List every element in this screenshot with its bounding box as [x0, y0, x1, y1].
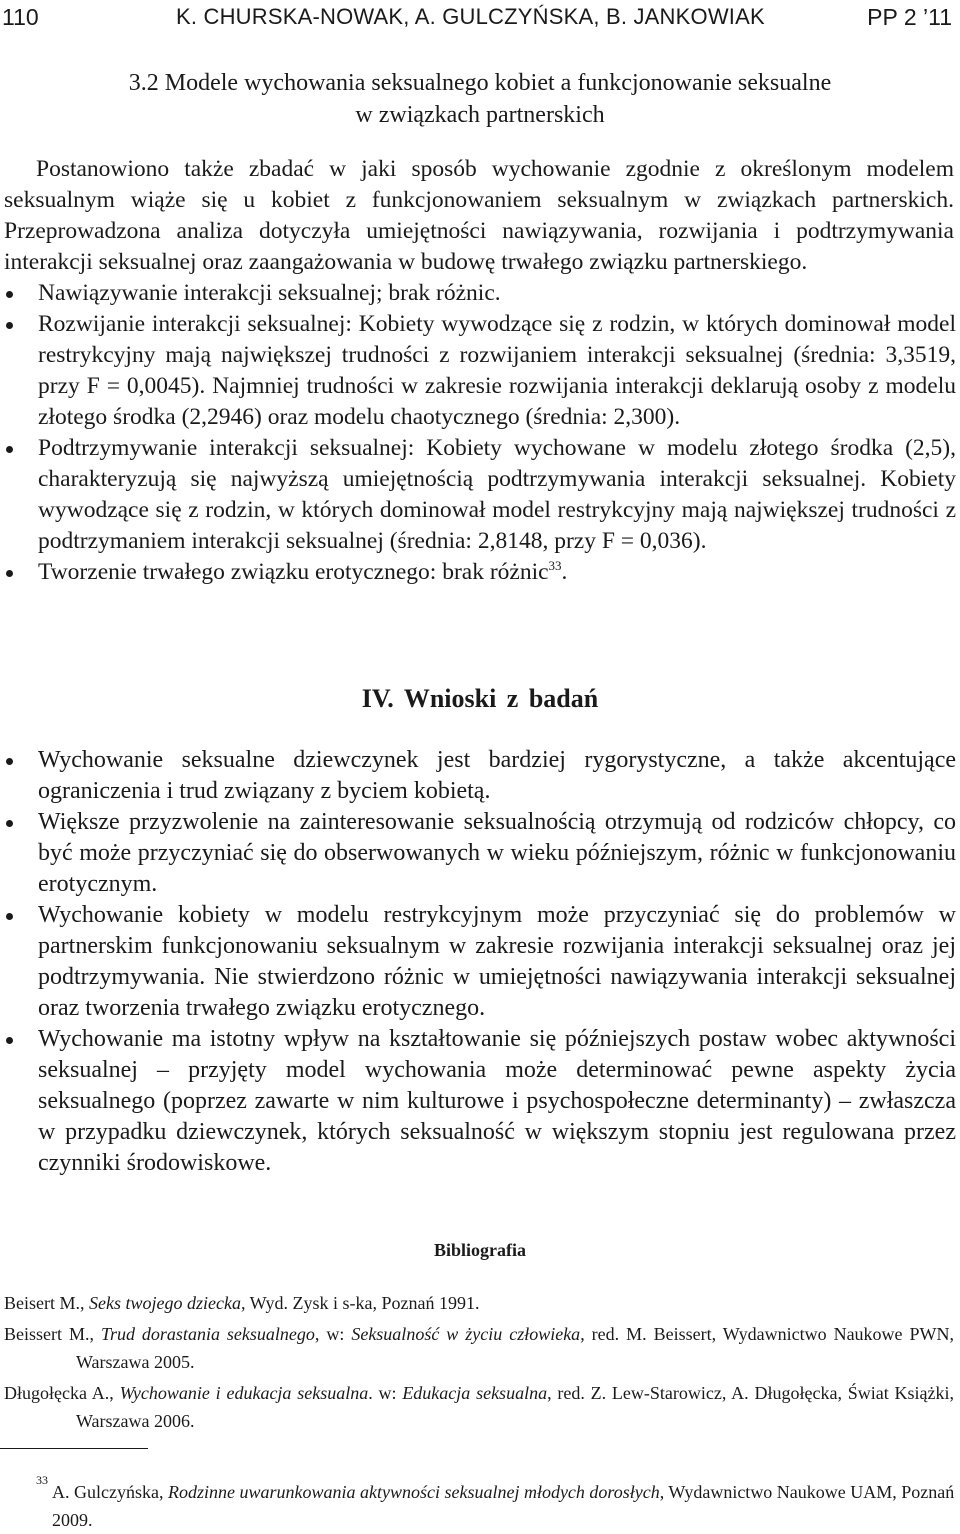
page-number: 110 [2, 4, 39, 30]
list-item: Wychowanie seksualne dziewczynek jest bardziej rygorystyczne, a także akcentujące ograniczenia i trud związany z byciem kobietą. [0, 745, 956, 807]
intro-sentence-2: Przeprowadzona analiza dotyczyła umiejętności nawiązywania, rozwijania i podtrzymywania interakcji seksualnej oraz zaangażowania w budowę trwałego związku partnerskiego. [4, 218, 954, 275]
bullet-icon [6, 820, 13, 827]
bullet-icon [6, 758, 13, 765]
section-intro [4, 154, 954, 278]
list-item: Wychowanie ma istotny wpływ na kształtowanie się późniejszych postaw wobec aktywności seksualnej – przyjęty model wychowania może determinować pewne aspekty życia seksualnego (poprzez zawarte w nim kulturowe i psychospołeczne determinanty) – zwłaszcza w przypadku dziewczynek, których seksualność w większym stopniu jest regulowana przez czynniki środowiskowe. [0, 1024, 956, 1179]
bibliography-entry: Długołęcka A., Wychowanie i edukacja seksualna. w: Edukacja seksualna, red. Z. Lew-Starowicz, A. Długołęcka, Świat Książki, Warszawa 2006. [4, 1383, 955, 1431]
bibliography-heading: Bibliografia [433, 1240, 526, 1260]
bullet-icon [6, 570, 13, 577]
conclusions-list [0, 745, 956, 1179]
running-header [0, 0, 960, 44]
section-title-line-1: 3.2 Modele wychowania seksualnego kobiet a funkcjonowanie seksualne [128, 70, 832, 96]
bullet-icon [6, 291, 13, 298]
bullet-icon [6, 446, 13, 453]
results-list [0, 278, 956, 588]
footnote [4, 1473, 956, 1534]
bullet-icon [6, 1037, 13, 1044]
list-item: Wychowanie kobiety w modelu restrykcyjnym może przyczyniać się do problemów w partnerskim funkcjonowaniu seksualnym w zakresie rozwijania interakcji seksualnej oraz jej podtrzymywania. Nie stwierdzono różnic w umiejętności nawiązywania interakcji seksualnej oraz tworzenia trwałego związku erotycznego. [0, 900, 956, 1024]
chapter-heading: IV. Wnioski z badań [361, 684, 599, 713]
bullet-icon [6, 913, 13, 920]
footnote-ref[interactable]: 33 [548, 558, 562, 574]
list-item: Większe przyzwolenie na zainteresowanie seksualnością otrzymują od rodziców chłopcy, co być może przyczyniać się do obserwowanych w wieku późniejszym, różnic w funkcjonowaniu erotycznym. [0, 807, 956, 900]
footnote-number: 33 [36, 1473, 48, 1487]
intro-sentence-1: Postanowiono także zbadać w jaki sposób wychowanie zgodnie z określonym modelem seksualnym wiąże się u kobiet z funkcjonowaniem seksualnym w związkach partnerskich. [4, 156, 954, 213]
footnote-divider [0, 1448, 148, 1449]
list-item: Tworzenie trwałego związku erotycznego: brak różnic$^{33}$. [0, 557, 956, 588]
list-item: Podtrzymywanie interakcji seksualnej: Kobiety wychowane w modelu złotego środka (2,5), charakteryzują się najwyższą umiejętnością podtrzymywania interakcji seksualnej. Kobiety wywodzące się z rodzin, w których dominował model restrykcyjny mają największej trudności z podtrzymaniem interakcji seksualnej (średnia: 2,8148, przy F = 0,036). [0, 433, 956, 557]
list-item: Nawiązywanie interakcji seksualnej; brak różnic. [0, 278, 956, 309]
footnote-text: A. Gulczyńska, Rodzinne uwarunkowania aktywności seksualnej młodych dorosłych, Wydawnictwo Naukowe UAM, Poznań 2009. [52, 1482, 955, 1530]
bibliography-entry: Beissert M., Trud dorastania seksualnego, w: Seksualność w życiu człowieka, red. M. Beissert, Wydawnictwo Naukowe PWN, Warszawa 2005. [4, 1324, 955, 1372]
bullet-icon [6, 322, 13, 329]
bibliography-list [4, 1289, 954, 1438]
running-authors: K. CHURSKA-NOWAK, A. GULCZYŃSKA, B. JANKOWIAK [176, 4, 765, 29]
section-title-line-2: w związkach partnerskich [355, 102, 605, 128]
journal-issue: PP 2 ’11 [867, 4, 952, 30]
bibliography-entry: Beisert M., Seks twojego dziecka, Wyd. Zysk i s-ka, Poznań 1991. [4, 1293, 480, 1313]
list-item: Rozwijanie interakcji seksualnej: Kobiety wywodzące się z rodzin, w których dominował model restrykcyjny mają największej trudności z rozwijaniem interakcji seksualnej (średnia: 3,3519, przy F = 0,0045). Najmniej trudności w zakresie rozwijania interakcji deklarują osoby z modelu złotego środka (2,2946) oraz modelu chaotycznego (średnia: 2,300). [0, 309, 956, 433]
